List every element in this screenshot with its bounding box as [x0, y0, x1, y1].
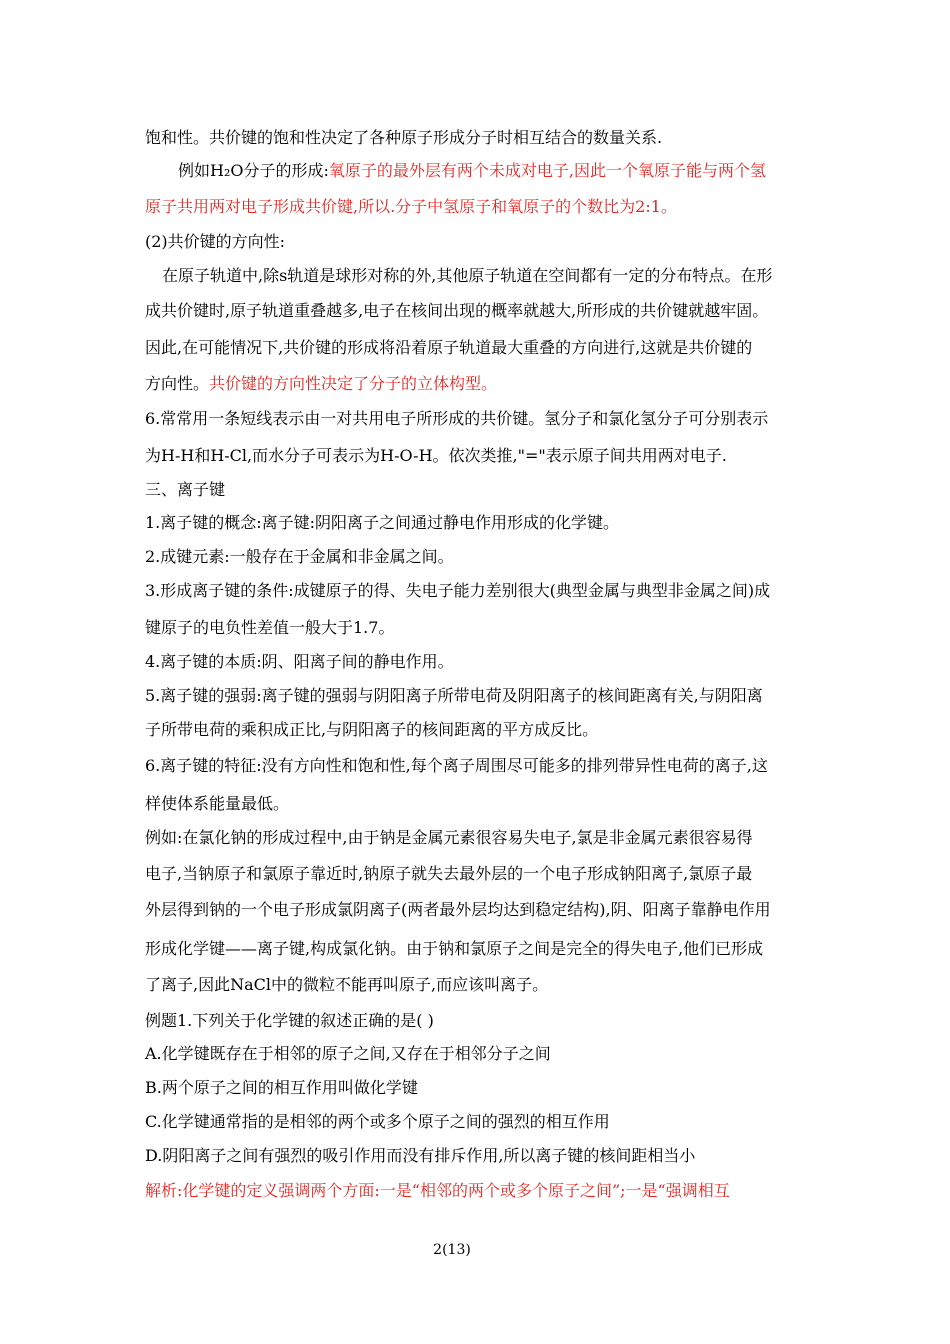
paragraph-line: 在原子轨道中,除s轨道是球形对称的外,其他原子轨道在空间都有一定的分布特点。在形 — [162, 266, 773, 285]
list-item: 1.离子键的概念:离子键:阴阳离子之间通过静电作用形成的化学键。 — [145, 513, 620, 532]
highlighted-text: 氧原子的最外层有两个未成对电子,因此一个氧原子能与两个氢 — [328, 161, 766, 180]
paragraph-line: 外层得到钠的一个电子形成氯阴离子(两者最外层均达到稳定结构),阴、阳离子靠静电作用 — [145, 900, 771, 919]
paragraph-line: 子所带电荷的乘积成正比,与阴阳离子的核间距离的平方成反比。 — [145, 720, 599, 739]
paragraph-line: 6.常常用一条短线表示由一对共用电子所形成的共价键。氢分子和氯化氢分子可分别表示 — [145, 409, 769, 428]
paragraph-line: 例如:在氯化钠的形成过程中,由于钠是金属元素很容易失电子,氯是非金属元素很容易得 — [145, 828, 753, 847]
section-heading: (2)共价键的方向性: — [145, 232, 286, 251]
answer-option-c: C.化学键通常指的是相邻的两个或多个原子之间的强烈的相互作用 — [145, 1112, 610, 1131]
section-heading: 三、离子键 — [145, 480, 226, 499]
question-title: 例题1.下列关于化学键的叙述正确的是( ) — [145, 1011, 434, 1030]
list-item: 6.离子键的特征:没有方向性和饱和性,每个离子周围尽可能多的排列带异性电荷的离子,这 — [145, 756, 768, 775]
paragraph-line: 了离子,因此NaCl中的微粒不能再叫原子,而应该叫离子。 — [145, 975, 549, 994]
answer-option-d: D.阴阳离子之间有强烈的吸引作用而没有排斥作用,所以离子键的核间距相当小 — [145, 1146, 696, 1165]
answer-option-a: A.化学键既存在于相邻的原子之间,又存在于相邻分子之间 — [145, 1044, 551, 1063]
list-item: 4.离子键的本质:阴、阳离子间的静电作用。 — [145, 652, 454, 671]
list-item: 5.离子键的强弱:离子键的强弱与阴阳离子所带电荷及阴阳离子的核间距离有关,与阴阳离 — [145, 686, 763, 705]
paragraph-text: 例如H₂O分子的形成: — [178, 161, 329, 180]
paragraph-line: 因此,在可能情况下,共价键的形成将沿着原子轨道最大重叠的方向进行,这就是共价键的 — [145, 338, 753, 357]
paragraph-line: 电子,当钠原子和氯原子靠近时,钠原子就失去最外层的一个电子形成钠阳离子,氯原子最 — [145, 864, 753, 883]
list-item: 3.形成离子键的条件:成键原子的得、失电子能力差别很大(典型金属与典型非金属之间)成 — [145, 581, 771, 600]
paragraph-line: 成共价键时,原子轨道重叠越多,电子在核间出现的概率就越大,所形成的共价键就越牢固。 — [145, 301, 769, 320]
paragraph-text: 方向性。 — [145, 374, 210, 393]
paragraph-line — [145, 374, 810, 394]
paragraph-line: 键原子的电负性差值一般大于1.7。 — [145, 618, 395, 637]
paragraph-line: 样使体系能量最低。 — [145, 794, 290, 813]
highlighted-text: 共价键的方向性决定了分子的立体构型。 — [209, 374, 498, 393]
answer-option-b: B.两个原子之间的相互作用叫做化学键 — [145, 1078, 418, 1097]
list-item: 2.成键元素:一般存在于金属和非金属之间。 — [145, 547, 454, 566]
page-number: 2(13) — [433, 1242, 471, 1258]
paragraph-line — [178, 161, 843, 181]
paragraph-line: 形成化学键——离子键,构成氯化钠。由于钠和氯原子之间是完全的得失电子,他们已形成 — [145, 939, 764, 958]
paragraph-line: 饱和性。共价键的饱和性决定了各种原子形成分子时相互结合的数量关系. — [145, 128, 663, 147]
highlighted-line: 原子共用两对电子形成共价键,所以.分子中氢原子和氧原子的个数比为2:1。 — [145, 197, 677, 216]
analysis-line: 解析:化学键的定义强调两个方面:一是“相邻的两个或多个原子之间”;一是“强调相互 — [145, 1181, 730, 1200]
paragraph-line: 为H-H和H-Cl,而水分子可表示为H-O-H。依次类推,"="表示原子间共用两对电子. — [145, 446, 727, 465]
